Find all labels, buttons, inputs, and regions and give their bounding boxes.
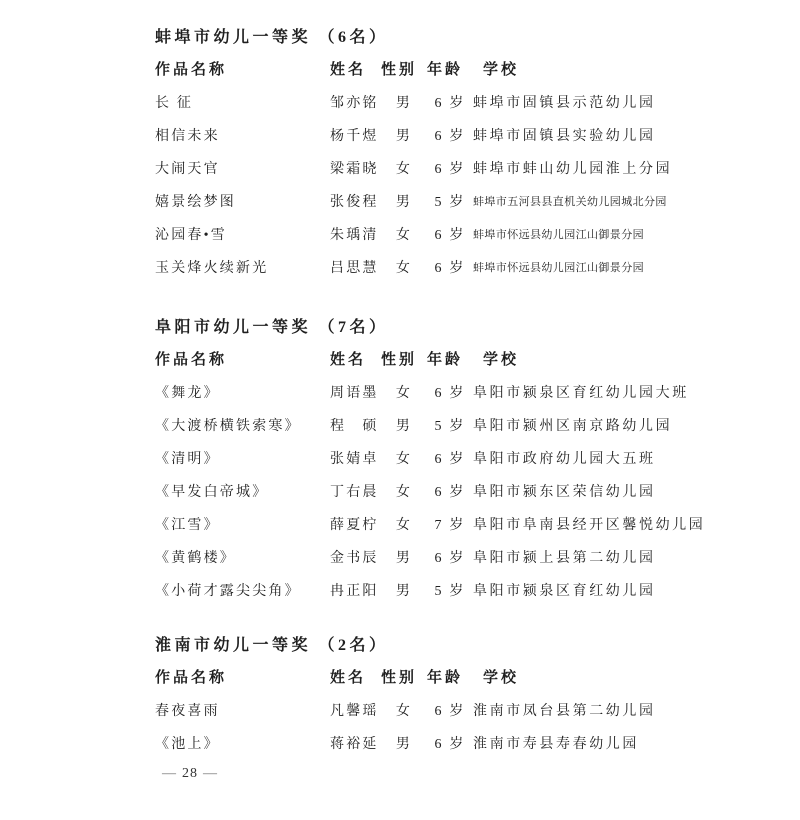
award-table bbox=[155, 344, 715, 608]
age-cell: 6 岁 bbox=[434, 260, 466, 276]
age-cell: 6 岁 bbox=[434, 95, 466, 111]
work-cell: 《小荷才露尖尖角》 bbox=[155, 583, 301, 599]
page-number: 28 bbox=[182, 766, 198, 781]
school-cell: 阜阳市阜南县经开区馨悦幼儿园 bbox=[473, 517, 706, 533]
col-header-gender: 性别 bbox=[381, 670, 418, 686]
gender-cell: 男 bbox=[395, 418, 413, 434]
school-cell: 阜阳市颍泉区育红幼儿园大班 bbox=[473, 385, 689, 401]
name-cell: 冉正阳 bbox=[330, 583, 379, 599]
name-cell: 梁霜晓 bbox=[330, 161, 379, 177]
age-cell: 6 岁 bbox=[434, 128, 466, 144]
gender-cell: 男 bbox=[395, 736, 413, 752]
school-cell: 蚌埠市五河县县直机关幼儿园城北分园 bbox=[473, 196, 667, 208]
col-header-school: 学校 bbox=[483, 352, 520, 368]
award-table bbox=[155, 54, 715, 285]
age-cell: 6 岁 bbox=[434, 736, 466, 752]
school-cell: 蚌埠市固镇县示范幼儿园 bbox=[473, 95, 656, 111]
age-cell: 6 岁 bbox=[434, 227, 466, 243]
work-cell: 春夜喜雨 bbox=[155, 703, 220, 719]
col-header-work: 作品名称 bbox=[155, 352, 228, 368]
age-cell: 5 岁 bbox=[434, 583, 466, 599]
school-cell: 阜阳市颍泉区育红幼儿园 bbox=[473, 583, 656, 599]
award-section bbox=[155, 28, 715, 285]
work-cell: 《舞龙》 bbox=[155, 385, 220, 401]
col-header-age: 年龄 bbox=[427, 352, 464, 368]
name-cell: 金书辰 bbox=[330, 550, 379, 566]
col-header-gender: 性别 bbox=[381, 62, 418, 78]
age-cell: 6 岁 bbox=[434, 451, 466, 467]
age-cell: 6 岁 bbox=[434, 385, 466, 401]
work-cell: 嬉景绘梦图 bbox=[155, 194, 236, 210]
name-cell: 蒋裕延 bbox=[330, 736, 379, 752]
work-cell: 《清明》 bbox=[155, 451, 220, 467]
gender-cell: 女 bbox=[395, 484, 413, 500]
work-cell: 玉关烽火续新光 bbox=[155, 260, 269, 276]
section-title: 阜阳市幼儿一等奖 （7名） bbox=[155, 319, 389, 336]
award-section bbox=[155, 636, 715, 761]
work-cell: 长 征 bbox=[155, 95, 194, 111]
section-title: 蚌埠市幼儿一等奖 （6名） bbox=[155, 29, 389, 46]
footer-left-dash: — bbox=[162, 766, 177, 781]
school-cell: 蚌埠市固镇县实验幼儿园 bbox=[473, 128, 656, 144]
award-table bbox=[155, 662, 715, 761]
name-cell: 吕思慧 bbox=[330, 260, 379, 276]
gender-cell: 男 bbox=[395, 194, 413, 210]
gender-cell: 女 bbox=[395, 451, 413, 467]
name-cell: 张婧卓 bbox=[330, 451, 379, 467]
award-section bbox=[155, 318, 715, 608]
col-header-school: 学校 bbox=[483, 670, 520, 686]
work-cell: 大闹天官 bbox=[155, 161, 220, 177]
name-cell: 邹亦铭 bbox=[330, 95, 379, 111]
age-cell: 7 岁 bbox=[434, 517, 466, 533]
school-cell: 淮南市寿县寿春幼儿园 bbox=[473, 736, 639, 752]
age-cell: 5 岁 bbox=[434, 194, 466, 210]
work-cell: 《池上》 bbox=[155, 736, 220, 752]
age-cell: 6 岁 bbox=[434, 703, 466, 719]
name-cell: 杨千煜 bbox=[330, 128, 379, 144]
school-cell: 阜阳市颍东区荣信幼儿园 bbox=[473, 484, 656, 500]
gender-cell: 男 bbox=[395, 583, 413, 599]
school-cell: 蚌埠市怀远县幼儿园江山御景分园 bbox=[473, 229, 644, 241]
school-cell: 阜阳市颍州区南京路幼儿园 bbox=[473, 418, 673, 434]
col-header-age: 年龄 bbox=[427, 62, 464, 78]
gender-cell: 女 bbox=[395, 385, 413, 401]
footer-right-dash: — bbox=[203, 766, 218, 781]
work-cell: 《黄鹤楼》 bbox=[155, 550, 236, 566]
age-cell: 6 岁 bbox=[434, 550, 466, 566]
col-header-school: 学校 bbox=[483, 62, 520, 78]
gender-cell: 女 bbox=[395, 260, 413, 276]
col-header-name: 姓名 bbox=[330, 670, 367, 686]
gender-cell: 男 bbox=[395, 550, 413, 566]
name-cell: 张俊程 bbox=[330, 194, 379, 210]
work-cell: 《早发白帝城》 bbox=[155, 484, 269, 500]
gender-cell: 女 bbox=[395, 517, 413, 533]
school-cell: 阜阳市政府幼儿园大五班 bbox=[473, 451, 656, 467]
gender-cell: 女 bbox=[395, 703, 413, 719]
school-cell: 阜阳市颍上县第二幼儿园 bbox=[473, 550, 656, 566]
work-cell: 相信未来 bbox=[155, 128, 220, 144]
col-header-name: 姓名 bbox=[330, 62, 367, 78]
section-title: 淮南市幼儿一等奖 （2名） bbox=[155, 637, 389, 654]
gender-cell: 男 bbox=[395, 95, 413, 111]
age-cell: 6 岁 bbox=[434, 484, 466, 500]
col-header-age: 年龄 bbox=[427, 670, 464, 686]
page-footer bbox=[157, 766, 223, 782]
col-header-gender: 性别 bbox=[381, 352, 418, 368]
gender-cell: 男 bbox=[395, 128, 413, 144]
gender-cell: 女 bbox=[395, 161, 413, 177]
school-cell: 蚌埠市怀远县幼儿园江山御景分园 bbox=[473, 262, 644, 274]
work-cell: 《大渡桥横铁索寒》 bbox=[155, 418, 301, 434]
col-header-work: 作品名称 bbox=[155, 670, 228, 686]
name-cell: 周语墨 bbox=[330, 385, 379, 401]
work-cell: 《江雪》 bbox=[155, 517, 220, 533]
name-cell: 程 硕 bbox=[330, 418, 379, 434]
col-header-name: 姓名 bbox=[330, 352, 367, 368]
school-cell: 蚌埠市蚌山幼儿园淮上分园 bbox=[473, 161, 673, 177]
name-cell: 凡馨瑶 bbox=[330, 703, 379, 719]
work-cell: 沁园春•雪 bbox=[155, 227, 227, 243]
age-cell: 6 岁 bbox=[434, 161, 466, 177]
school-cell: 淮南市凤台县第二幼儿园 bbox=[473, 703, 656, 719]
age-cell: 5 岁 bbox=[434, 418, 466, 434]
name-cell: 丁右晨 bbox=[330, 484, 379, 500]
col-header-work: 作品名称 bbox=[155, 62, 228, 78]
name-cell: 薛夏柠 bbox=[330, 517, 379, 533]
gender-cell: 女 bbox=[395, 227, 413, 243]
name-cell: 朱瑀清 bbox=[330, 227, 379, 243]
